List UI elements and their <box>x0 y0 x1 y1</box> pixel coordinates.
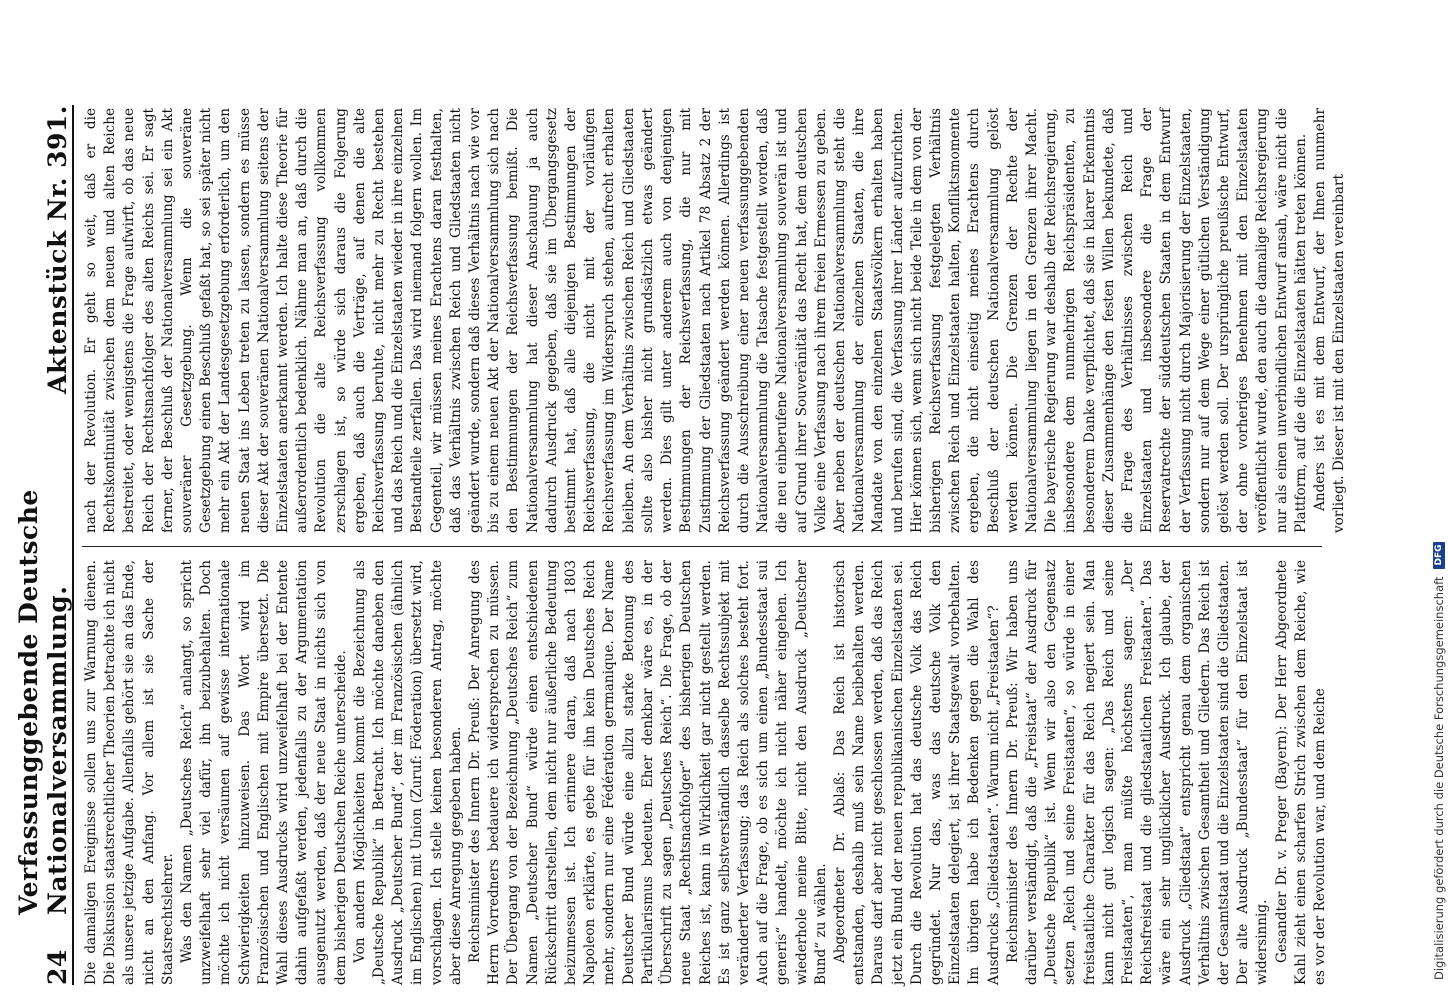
paragraph: Reichsminister des Innern Dr. Preuß: Wir haben uns darüber verständigt, daß die „Freistaat“ der Ausdruck für „Deutsche Republik“ ist. Wenn wir also den Gegensatz setzen „Reich und seine Freistaaten“, so würde in einer freistaatliche Charakter für das Reich negiert sein. Man kann nicht gut logisch sagen: „Das Reich und seine Freistaaten“, man müßte höchstens sagen: „Der Reichsfreistaat und die gliedstaatlichen Freistaaten“. Das wäre ein sehr unglücklicher Ausdruck. Ich glaube, der Ausdruck „Gliedstaat“ entspricht genau dem organischen Verhältnis zwischen Gesamtheit und Gliedern. Das Reich ist der Gesamtstaat und die Einzelstaaten sind die Gliedstaaten. Der alte Ausdruck „Bundesstaat“ für den Einzelstaat ist widersinnig. <box>1004 560 1271 985</box>
digitization-credit-sidebar <box>1414 20 1446 980</box>
right-column <box>82 108 1348 533</box>
rotated-document-page <box>14 105 1348 985</box>
paragraph: Gesandter Dr. v. Preger (Bayern): Der Herr Abgeordnete Kahl zieht einen scharfen Strich zwischen dem Reiche, wie es vor der Revolution war, und dem Reiche <box>1273 560 1328 985</box>
running-head: Verfassunggebende Deutsche Nationalversammlung. <box>14 489 72 915</box>
paragraph: Abgeordneter Dr. Ablaß: Das Reich ist historisch entstanden, deshalb muß sein Name beibehalten werden. Daraus darf aber nicht geschlossen werden, daß das Reich jetzt ein Bund der neuen republikanischen Einzelstaaten sei. Durch die Revolution hat das deutsche Volk das Reich gegründet. Nur das, was das deutsche Volk den Einzelstaaten delegiert, ist ihrer Staatsgewalt vorbehalten. Im übrigen habe ich Bedenken gegen die Wahl des Ausdrucks „Gliedstaaten“. Warum nicht „Freistaaten“? <box>831 560 1002 985</box>
paragraph: Was den Namen „Deutsches Reich“ anlangt, so spricht unzweifelhaft sehr viel dafür, ihn beizubehalten. Doch möchte ich nicht versäumen auf gewisse internationale Schwierigkeiten hinzuweisen. Das Wort wird im Französischen und Englischen mit Empire übersetzt. Die Wahl dieses Ausdrucks wird unzweifelhaft bei der Entente dahin aufgefaßt werden, jedenfalls zu der Argumentation ausgenutzt werden, daß der neue Staat in nichts sich von dem bisherigen Deutschen Reiche unterscheide. <box>179 560 349 985</box>
column-divider <box>82 546 1322 547</box>
digitization-credit: Digitalisierung gefördert durch die Deutsche Forschungsgemeinschaft <box>1432 576 1446 980</box>
document-reference: Aktenstück Nr. 391. <box>43 105 72 394</box>
page-number: 24 <box>43 949 72 985</box>
paragraph: Anders ist es mit dem Entwurf, der Ihnen nunmehr vorliegt. Dieser ist mit den Einzelstaaten vereinbart <box>1312 108 1348 533</box>
paragraph: nach der Revolution. Er geht so weit, daß er die Rechtskontinuität zwischen dem neuen und alten Reiche bestreitet, oder wenigstens die Frage aufwirft, ob das neue Reich der Rechtsnachfolger des alten Reichs sei. Er sagt ferner, der Beschluß der Nationalversammlung sei ein Akt souveräner Gesetzgebung. Wenn die souveräne Gesetzgebung einen Beschluß gefaßt hat, so sei später nicht mehr ein Akt der Landesgesetzgebung erforderlich, um den neuen Staat ins Leben treten zu lassen, sondern es müsse dieser Akt der souveränen Nationalversammlung seitens der Einzelstaaten anerkannt werden. Ich halte diese Theorie für außerordentlich bedenklich. Nähme man an, daß durch die Revolution die alte Reichsverfassung vollkommen zerschlagen ist, so würde sich daraus die Folgerung ergeben, daß auch die Verträge, auf denen die alte Reichsverfassung beruhte, nicht mehr zu Recht bestehen und das Reich und die Einzelstaaten wieder in ihre einzelnen Bestandteile zerfallen. Das wird niemand folgern wollen. Im Gegenteil, wir müssen meines Erachtens daran festhalten, daß das Verhältnis zwischen Reich und Gliedstaaten nicht geändert wurde, sondern daß dieses Verhältnis nach wie vor bis zu einem neuen Akt der Nationalversammlung sich nach den Bestimmungen der Reichsverfassung bemißt. Die Nationalversammlung hat dieser Anschauung ja auch dadurch Ausdruck gegeben, daß sie im Übergangsgesetz bestimmt hat, daß alle diejenigen Bestimmungen der Reichsverfassung, die nicht mit der vorläufigen Reichsverfassung im Widerspruch stehen, aufrecht erhalten bleiben. An dem Verhältnis zwischen Reich und Gliedstaaten sollte also bisher nicht grundsätzlich etwas geändert werden. Dies gilt unter anderem auch von denjenigen Bestimmungen der Reichsverfassung, die nur mit Zustimmung der Gliedstaaten nach Artikel 78 Absatz 2 der Reichsverfassung geändert werden können. Allerdings ist durch die Ausschreibung einer neuen verfassunggebenden Nationalversammlung die Tatsache festgestellt worden, daß die neu einberufene Nationalversammlung souverän ist und auf Grund ihrer Souveränität das Recht hat, dem deutschen Volke eine Verfassung nach ihrem freien Ermessen zu geben. Aber neben der deutschen Nationalversammlung steht die Nationalversammlung der einzelnen Staaten, die ihre Mandate von den einzelnen Staatsvölkern erhalten haben und berufen sind, die Verfassung ihrer Länder aufzurichten. Hier können sich, wenn sich nicht beide Teile in dem von der bisherigen Reichsverfassung festgelegten Verhältnis zwischen Reich und Einzelstaaten halten, Konfliktsmomente ergeben, die nicht einseitig meines Erachtens durch Beschluß der deutschen Nationalversammlung gelöst werden können. Die Grenzen der Rechte der Nationalversammlung liegen in den Grenzen ihrer Macht. Die bayerische Regierung war deshalb der Reichsregierung, insbesondere dem nunmehrigen Reichspräsidenten, zu besonderem Danke verpflichtet, daß sie in klarer Erkenntnis dieser Zusammenhänge den festen Willen bekundete, daß die Frage des Verhältnisses zwischen Reich und Einzelstaaten und insbesondere die Frage der Reservatrechte der süddeutschen Staaten in dem Entwurf der Verfassung nicht durch Majorisierung der Einzelstaaten, sondern nur auf dem Wege einer gütlichen Verständigung gelöst werden soll. Der ursprüngliche preußische Entwurf, der ohne vorheriges Benehmen mit den Einzelstaaten veröffentlicht wurde, den auch die damalige Reichsregierung nur als einen unverbindlichen Entwurf ansah, wäre nicht die Plattform, auf die die Einzelstaaten hätten treten können. <box>83 108 1309 533</box>
paragraph: Von andern Möglichkeiten kommt die Bezeichnung als „Deutsche Republik“ in Betracht. Ich möchte daneben den Ausdruck „Deutscher Bund“, der im Französischen (ähnlich im Englischen) mit Union (Zuruf: Föderation) übersetzt wird, vorschlagen. Ich stelle keinen besonderen Antrag, möchte aber diese Anregung gegeben haben. <box>351 560 464 985</box>
dfg-logo: DFG <box>1433 542 1445 569</box>
paragraph: Die damaligen Ereignisse sollen uns zur Warnung dienen. Die Diskussion staatsrechtlicher Theorien betrachte ich nicht als unsere jetzige Aufgabe. Allenfalls gehört sie an das Ende, nicht an den Anfang. Vor allem ist sie Sache der Staatsrechtslehrer. <box>83 560 176 985</box>
left-column <box>82 560 1328 985</box>
paragraph: Reichsminister des Innern Dr. Preuß: Der Anregung des Herrn Vorredners bedauere ich widersprechen zu müssen. Der Übergang von der Bezeichnung „Deutsches Reich“ zum Namen „Deutscher Bund“ würde einen entschiedenen Rückschritt darstellen, dem nicht nur äußerliche Bedeutung beizumessen ist. Ich erinnere daran, daß nach 1803 Napoleon erklärte, es gebe für ihn kein Deutsches Reich mehr, sondern nur eine Fédération germanique. Der Name Deutscher Bund würde eine allzu starke Betonung des Partikularismus bedeuten. Eher denkbar wäre es, in der Überschrift zu sagen „Deutsches Reich“. Die Frage, ob der neue Staat „Rechtsnachfolger“ des bisherigen Deutschen Reiches ist, kann in Wirklichkeit gar nicht gestellt werden. Es ist ganz selbstverständlich dasselbe Rechtssubjekt mit veränderter Verfassung; das Reich als solches besteht fort. Auch auf die Frage, ob es sich um einen „Bundesstaat sui generis“ handelt, möchte ich nicht näher eingehen. Ich wiederhole meine Bitte, nicht den Ausdruck „Deutscher Bund“ zu wählen. <box>467 560 829 985</box>
page-header <box>14 105 74 985</box>
